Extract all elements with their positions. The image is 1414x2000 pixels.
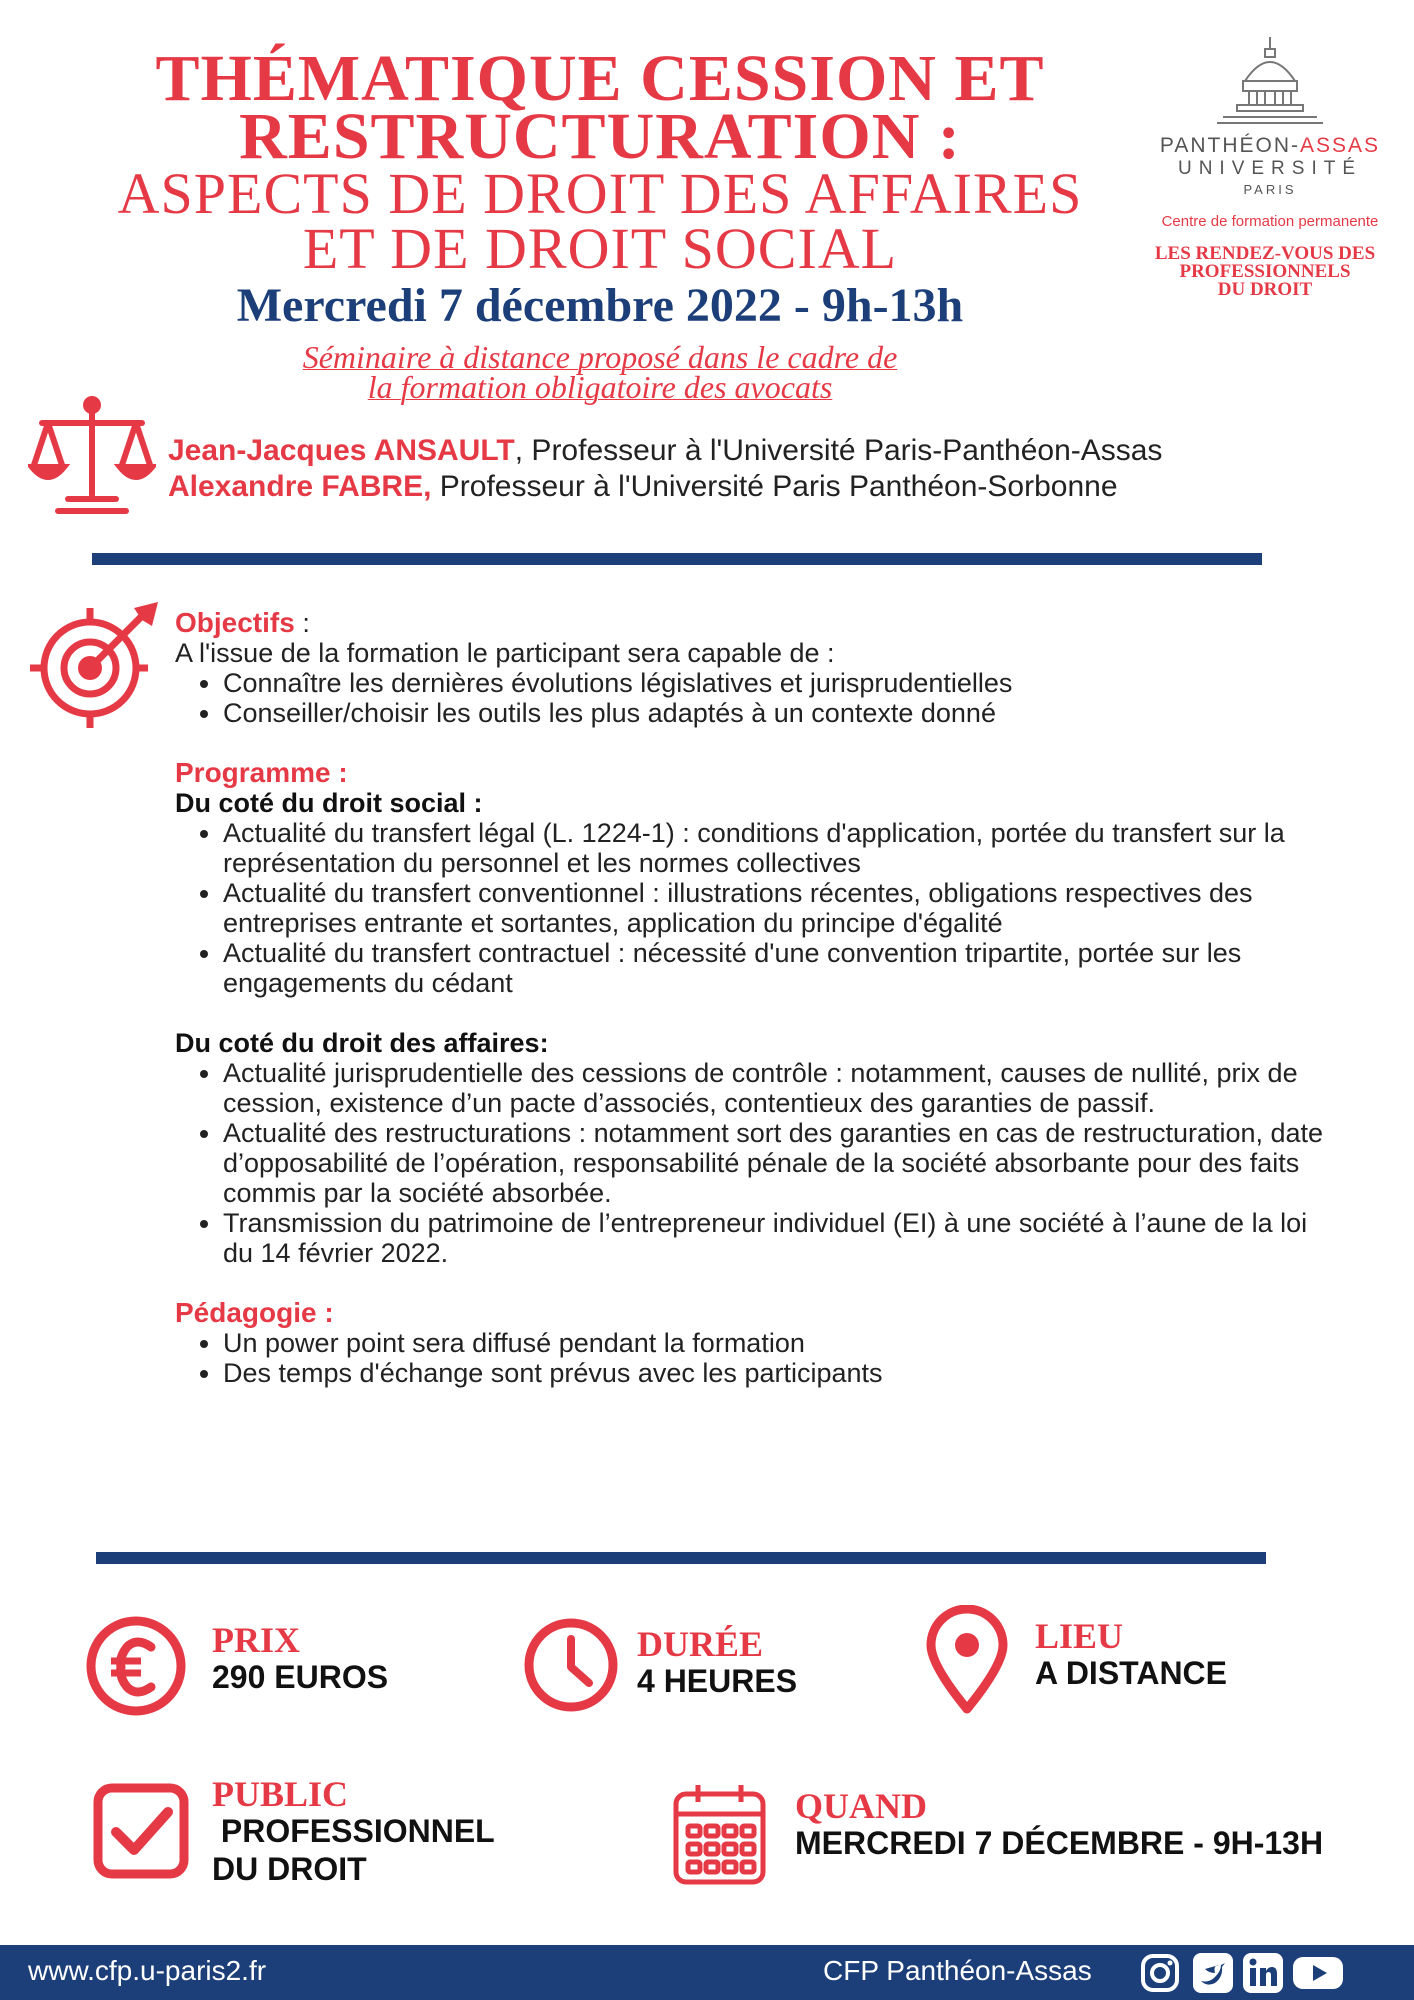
speaker-1-name: Jean-Jacques ANSAULT	[168, 434, 515, 467]
pantheon-dome-icon	[1215, 35, 1325, 125]
speakers	[168, 433, 1162, 505]
list-item: • Conseiller/choisir les outils les plus adaptés à un contexte donné	[223, 698, 1305, 728]
pedagogie-list	[175, 1328, 1305, 1388]
programme-section	[175, 757, 1324, 1268]
checkbox-icon	[92, 1782, 190, 1880]
footer	[0, 1945, 1414, 2000]
duree-label: DURÉE	[637, 1624, 764, 1664]
objectifs-heading-suffix: :	[294, 608, 310, 638]
duree-value: 4 HEURES	[637, 1663, 798, 1699]
lieu-label: LIEU	[1035, 1616, 1124, 1656]
speaker-1	[168, 433, 1162, 469]
speaker-2	[168, 469, 1162, 505]
speaker-2-role: Professeur à l'Université Paris Panthéon-Sorbonne	[431, 470, 1118, 503]
title-block	[110, 42, 1090, 405]
quand-value: MERCREDI 7 DÉCEMBRE - 9H-13H	[795, 1825, 1324, 1861]
list-item: • Un power point sera diffusé pendant la formation	[223, 1328, 1305, 1358]
programme-heading: Programme :	[175, 757, 348, 788]
public-value-line-1: PROFESSIONNEL	[212, 1813, 495, 1849]
target-icon	[30, 598, 165, 733]
prix-block	[212, 1622, 388, 1696]
list-item: • Actualité des restructurations : notamment sort des garanties en cas de restructuration, date d’opposabilité de l’opération, responsabilité pénale de la société absorbante pour des faits commis par la société absorbée.	[223, 1118, 1333, 1208]
rendez-vous-line-1: LES RENDEZ-VOUS DES	[1154, 243, 1376, 264]
social-heading: Du coté du droit social :	[175, 788, 483, 818]
logo-center: Centre de formation permanente	[1161, 213, 1379, 230]
logo-university: UNIVERSITÉ	[1177, 158, 1363, 179]
title-line-4: ET DE DROIT SOCIAL	[302, 216, 898, 281]
footer-org: CFP Panthéon-Assas	[823, 1955, 1092, 1986]
speaker-1-role: , Professeur à l'Université Paris-Panthéon-Assas	[514, 434, 1163, 467]
rendez-vous-line-3: DU DROIT	[1217, 279, 1313, 300]
instagram-icon[interactable]	[1140, 1953, 1180, 1993]
rendez-vous-tagline	[1115, 245, 1414, 299]
objectifs-list	[175, 668, 1305, 728]
main-content	[175, 607, 1324, 1388]
speaker-2-name: Alexandre FABRE,	[168, 470, 432, 503]
list-item: • Des temps d'échange sont prévus avec les participants	[223, 1358, 1305, 1388]
affaires-list	[175, 1058, 1333, 1268]
affaires-heading: Du coté du droit des affaires:	[175, 1028, 549, 1058]
event-date: Mercredi 7 décembre 2022 - 9h-13h	[236, 279, 964, 332]
public-block	[212, 1776, 495, 1888]
logo-name-part2: ASSAS	[1300, 134, 1381, 157]
prix-value: 290 EUROS	[212, 1659, 389, 1695]
list-item: • Actualité du transfert conventionnel : illustrations récentes, obligations respectives des entreprises entrante et sortantes, application du principe d'égalité	[223, 878, 1303, 938]
prix-label: PRIX	[212, 1620, 300, 1660]
quand-label: QUAND	[795, 1786, 927, 1826]
objectifs-intro: A l'issue de la formation le participant sera capable de :	[175, 638, 835, 668]
duree-block	[637, 1626, 797, 1700]
list-item: • Connaître les dernières évolutions législatives et jurisprudentielles	[223, 668, 1305, 698]
pedagogie-heading: Pédagogie :	[175, 1297, 334, 1328]
footer-url-link[interactable]: www.cfp.u-paris2.fr	[28, 1955, 267, 1986]
logo-name-part1: PANTHÉON-	[1159, 134, 1301, 157]
divider-top	[92, 553, 1262, 565]
euro-icon	[85, 1615, 187, 1717]
public-value-line-2: DU DROIT	[212, 1851, 367, 1887]
list-item: • Actualité du transfert contractuel : nécessité d'une convention tripartite, portée sur les engagements du cédant	[223, 938, 1303, 998]
list-item: • Transmission du patrimoine de l’entrepreneur individuel (EI) à une société à l’aune de la loi du 14 février 2022.	[223, 1208, 1333, 1268]
linkedin-icon[interactable]	[1243, 1953, 1283, 1993]
clock-icon	[523, 1617, 619, 1713]
youtube-icon[interactable]	[1292, 1953, 1344, 1993]
social-list	[175, 818, 1303, 998]
objectifs-heading: Objectifs	[175, 607, 295, 638]
scales-icon	[28, 395, 156, 520]
title-line-2: RESTRUCTURATION :	[239, 100, 961, 173]
title-line-3: ASPECTS DE DROIT DES AFFAIRES	[117, 161, 1083, 226]
list-item: • Actualité jurisprudentielle des cessions de contrôle : notamment, causes de nullité, prix de cession, existence d’un pacte d’associés, contentieux des garanties de passif.	[223, 1058, 1333, 1118]
lieu-value: A DISTANCE	[1035, 1655, 1227, 1691]
pedagogie-section	[175, 1298, 1305, 1388]
divider-bottom	[96, 1552, 1266, 1564]
twitter-icon[interactable]	[1193, 1953, 1233, 1993]
objectifs-section	[175, 608, 1305, 728]
quand-block	[795, 1788, 1323, 1862]
subtitle-line-2: la formation obligatoire des avocats	[367, 369, 833, 405]
title-line-1: THÉMATIQUE CESSION ET	[155, 42, 1045, 115]
university-logo	[1120, 35, 1414, 230]
subtitle-line-1: Séminaire à distance proposé dans le cadre de	[302, 339, 898, 375]
lieu-block	[1035, 1618, 1227, 1692]
rendez-vous-line-2: PROFESSIONNELS	[1179, 261, 1351, 282]
list-item: • Actualité du transfert légal (L. 1224-1) : conditions d'application, portée du transfert sur la représentation du personnel et les normes collectives	[223, 818, 1303, 878]
calendar-icon	[672, 1782, 767, 1887]
location-pin-icon	[925, 1605, 1010, 1715]
logo-city: PARIS	[1243, 182, 1297, 197]
public-label: PUBLIC	[212, 1774, 349, 1814]
